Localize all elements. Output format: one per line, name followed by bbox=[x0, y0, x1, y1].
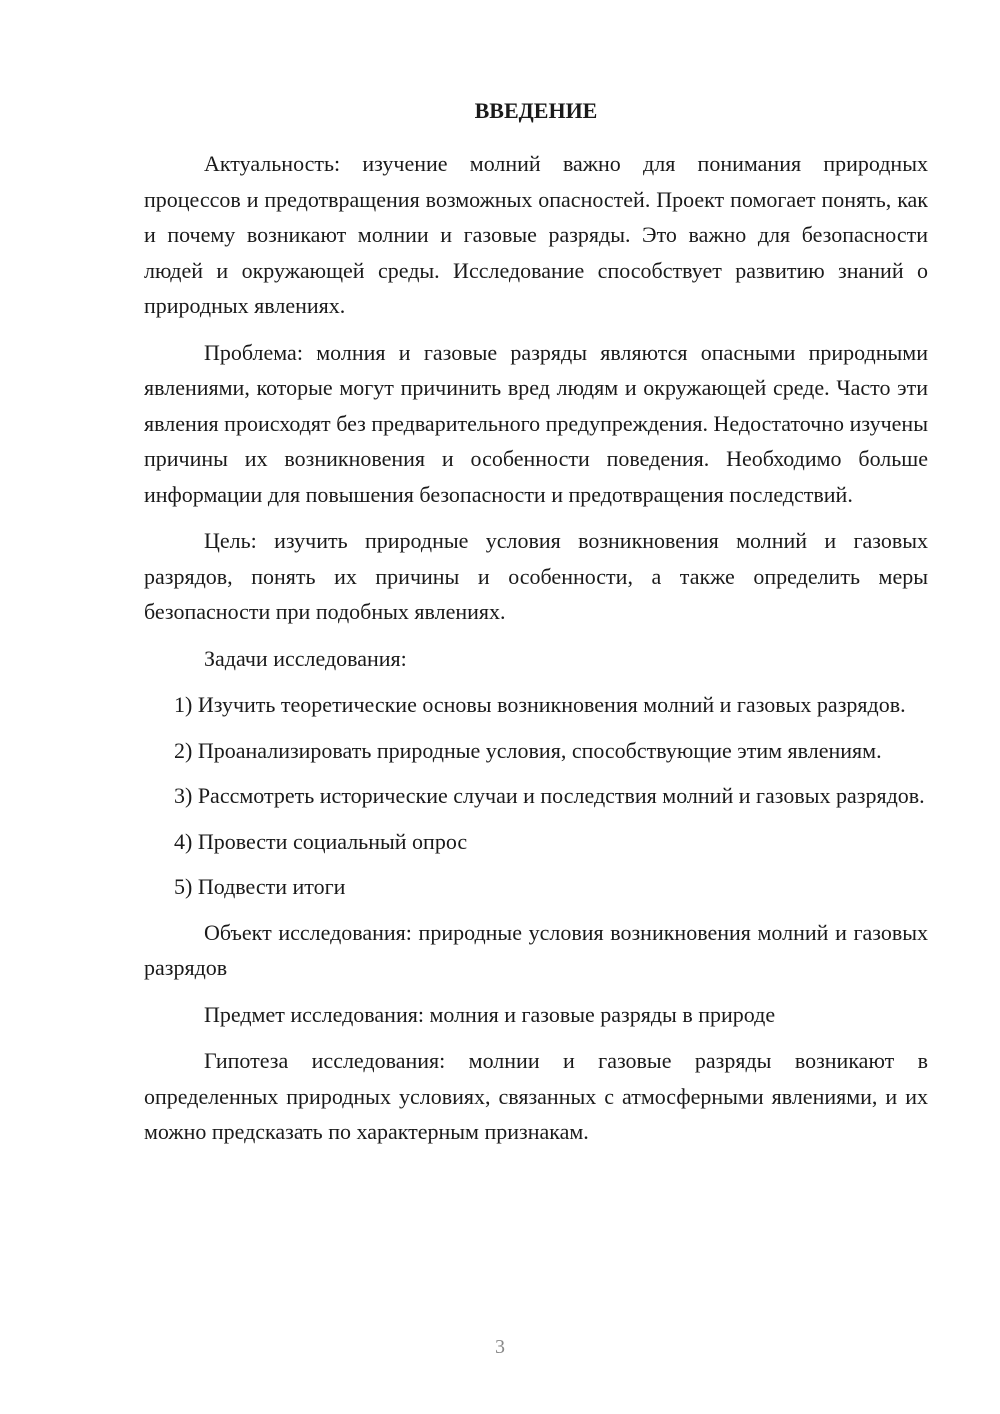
tasks-heading: Задачи исследования: bbox=[204, 645, 407, 671]
task-item-2: 2) Проанализировать природные условия, способствующие этим явлениям. bbox=[174, 737, 882, 763]
subject-paragraph: Предмет исследования: молния и газовые разряды в природе bbox=[204, 1001, 776, 1027]
problem-paragraph: Проблема: молния и газовые разряды являются опасными природными явлениями, которые могут причинить вред людям и окружающей среде. Часто эти явления происходят без предварительного предупреждения. Недостаточно изучены причины их возникновения и особенности поведения. Необходимо больше информации для повышения безопасности и предотвращения последствий. bbox=[144, 339, 928, 507]
tasks-list bbox=[144, 687, 928, 905]
task-item-4: 4) Провести социальный опрос bbox=[174, 828, 468, 854]
page-title: ВВЕДЕНИЕ bbox=[474, 98, 598, 123]
page-number: 3 bbox=[495, 1336, 505, 1358]
task-item-1: 1) Изучить теоретические основы возникновения молний и газовых разрядов. bbox=[174, 692, 906, 717]
hypothesis-paragraph: Гипотеза исследования: молнии и газовые разряды возникают в определенных природных условиях, связанных с атмосферными явлениями, и их можно предсказать по характерным признакам. bbox=[144, 1048, 928, 1144]
task-item-5: 5) Подвести итоги bbox=[174, 874, 346, 899]
object-paragraph: Объект исследования: природные условия возникновения молний и газовых разрядов bbox=[144, 919, 928, 980]
task-item-3: 3) Рассмотреть исторические случаи и последствия молний и газовых разрядов. bbox=[174, 783, 925, 808]
document-page bbox=[144, 96, 928, 1161]
goal-paragraph: Цель: изучить природные условия возникновения молний и газовых разрядов, понять их причины и особенности, а также определить меры безопасности при подобных явлениях. bbox=[144, 528, 928, 624]
relevance-paragraph: Актуальность: изучение молний важно для понимания природных процессов и предотвращения возможных опасностей. Проект помогает понять, как и почему возникают молнии и газовые разряды. Это важно для безопасности людей и окружающей среды. Исследование способствует развитию знаний о природных явлениях. bbox=[144, 151, 928, 318]
